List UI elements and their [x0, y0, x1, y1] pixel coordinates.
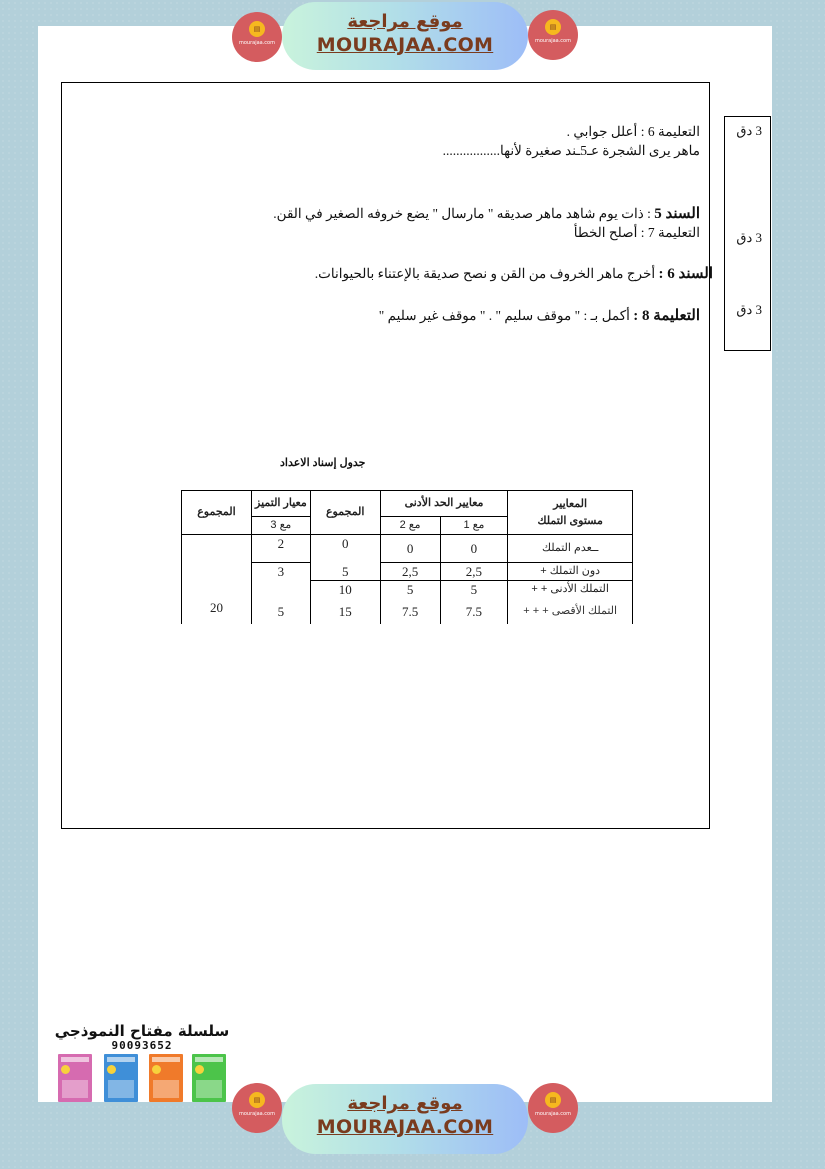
level-cell: التملك الأقصى + + + [508, 598, 633, 624]
c2-cell: 7.5 [380, 598, 440, 624]
book-cover-icon [58, 1054, 92, 1102]
header-criteria [508, 491, 633, 535]
instruction-8 [379, 306, 700, 325]
grading-table-title: جدول إسناد الاعداد [280, 457, 366, 469]
site-logo-badge[interactable] [232, 12, 282, 62]
book-cover-icon [149, 1054, 183, 1102]
book-covers [58, 1054, 230, 1104]
grading-table [181, 490, 633, 624]
table-row [182, 535, 633, 563]
site-banner-footer[interactable] [282, 1084, 528, 1154]
book-cover-icon [192, 1054, 226, 1102]
site-logo-badge[interactable] [528, 10, 578, 60]
support-6 [315, 264, 713, 283]
time-note: 3 دق [736, 302, 762, 317]
support-6-text: أخرج ماهر الخروف من القن و نصح صديقة بالإعتناء بالحيوانات. [314, 266, 659, 281]
time-allocation-box [724, 116, 771, 351]
level-cell: التملك الأدنى + + [508, 581, 633, 599]
c3-cell: 2 [251, 535, 310, 563]
support-5-text: : ذات يوم شاهد ماهر صديقه " مارسال " يضع خروفه الصغير في القن. [273, 206, 655, 221]
time-note: 3 دق [736, 123, 762, 138]
logo-label: mourajaa.com [238, 1111, 275, 1117]
ad-phone: 90093652 [111, 1039, 173, 1052]
header-c1: مع 1 [440, 517, 508, 535]
c3-cell: 5 [251, 598, 310, 624]
c1-cell: 0 [440, 535, 508, 563]
ad-title: سلسلة مفتاح النموذجي [54, 1022, 230, 1040]
site-name-arabic: موقع مراجعة [347, 11, 463, 32]
header-excellence: معيار التميز [251, 491, 310, 517]
header-total: المجموع [310, 491, 380, 535]
instruction-6: التعليمة 6 : أعلل جوابي . [566, 124, 700, 139]
instruction-8-text: أكمل بـ : " موقف سليم " . " موقف غير سليم " [378, 308, 634, 323]
criteria-label: المعايير [553, 497, 588, 510]
level-cell: دون التملك + [508, 563, 633, 581]
level-cell: ــعدم التملك [508, 535, 633, 563]
site-logo-badge[interactable] [528, 1083, 578, 1133]
site-name-arabic: موقع مراجعة [347, 1093, 463, 1114]
book-icon: ▤ [545, 1092, 561, 1108]
site-name-english: MOURAJAA.COM [316, 34, 494, 56]
grand-total-cell: 20 [182, 535, 252, 625]
c1-cell: 7.5 [440, 598, 508, 624]
exam-frame [61, 82, 710, 829]
c3-cell [251, 581, 310, 599]
instruction-6-sentence: ماهر يرى الشجرة عـ5ـند صغيرة لأنها................. [442, 143, 700, 158]
site-logo-badge[interactable] [232, 1083, 282, 1133]
c1-cell: 5 [440, 581, 508, 599]
header-c2: مع 2 [380, 517, 440, 535]
logo-label: mourajaa.com [238, 40, 275, 46]
total-cell: 10 [310, 581, 380, 599]
total-cell: 0 [310, 535, 380, 563]
instruction-8-label: التعليمة 8 : [633, 308, 700, 324]
c1-cell: 2,5 [440, 563, 508, 581]
book-icon: ▤ [249, 1092, 265, 1108]
total-cell: 5 [310, 563, 380, 581]
mastery-level-label: مستوى التملك [537, 514, 603, 527]
c2-cell: 0 [380, 535, 440, 563]
time-note: 3 دق [736, 230, 762, 245]
support-5-label: السند 5 [654, 206, 700, 222]
logo-label: mourajaa.com [534, 1111, 571, 1117]
c2-cell: 5 [380, 581, 440, 599]
c2-cell: 2,5 [380, 563, 440, 581]
header-c3: مع 3 [251, 517, 310, 535]
header-min-criteria: معايير الحد الأدنى [380, 491, 508, 517]
site-name-english: MOURAJAA.COM [316, 1116, 494, 1138]
instruction-7: التعليمة 7 : أصلح الخطأ [573, 225, 700, 240]
book-cover-icon [104, 1054, 138, 1102]
header-grand-total: المجموع [182, 491, 252, 535]
c3-cell: 3 [251, 563, 310, 581]
site-banner-header[interactable] [282, 2, 528, 70]
book-icon: ▤ [249, 21, 265, 37]
support-6-label: السند 6 : [658, 266, 713, 282]
total-cell: 15 [310, 598, 380, 624]
book-series-ad[interactable] [52, 1022, 232, 1052]
support-5 [273, 204, 700, 223]
book-icon: ▤ [545, 19, 561, 35]
logo-label: mourajaa.com [534, 38, 571, 44]
